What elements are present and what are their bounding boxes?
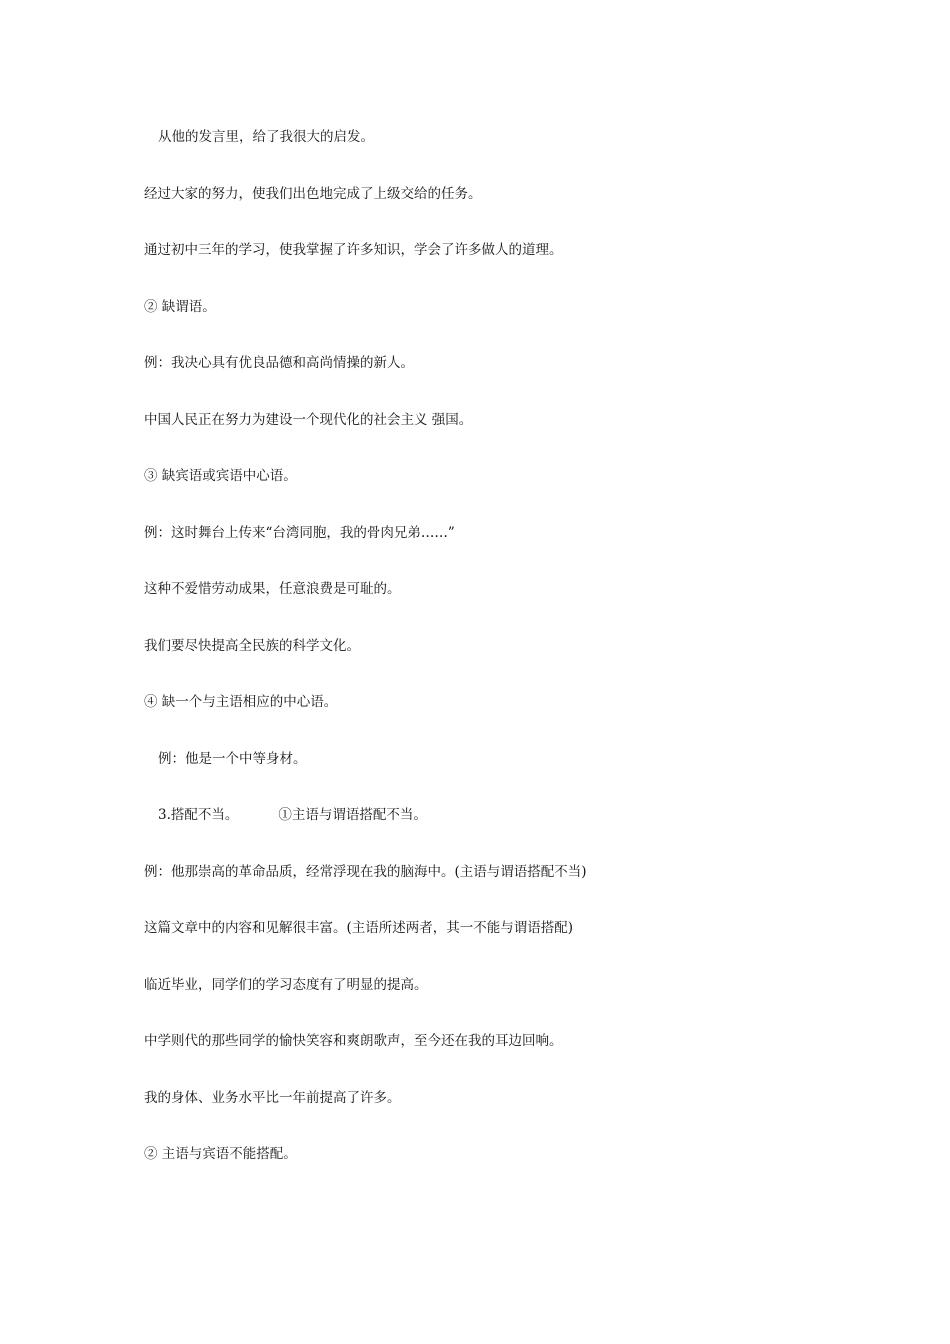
text-line: 这种不爱惜劳动成果，任意浪费是可耻的。: [144, 581, 401, 597]
text-line: 例：这时舞台上传来“台湾同胞，我的骨肉兄弟……”: [144, 525, 455, 541]
text-line: 从他的发言里，给了我很大的启发。: [158, 129, 374, 145]
section-heading: ③ 缺宾语或宾语中心语。: [144, 468, 297, 484]
text-line: 中学则代的那些同学的愉快笑容和爽朗歌声，至今还在我的耳边回响。: [144, 1033, 563, 1049]
text-line: 例：他那崇高的革命品质，经常浮现在我的脑海中。(主语与谓语搭配不当): [144, 864, 587, 880]
text-line: 经过大家的努力，使我们出色地完成了上级交给的任务。: [144, 186, 482, 202]
text-line: 例：他是一个中等身材。: [158, 751, 307, 767]
text-line: 我们要尽快提高全民族的科学文化。: [144, 638, 360, 654]
section-heading: ② 缺谓语。: [144, 299, 216, 315]
section-heading: 3.搭配不当。: [158, 807, 239, 823]
text-line: 中国人民正在努力为建设一个现代化的社会主义 强国。: [144, 412, 473, 428]
section-heading: ④ 缺一个与主语相应的中心语。: [144, 694, 338, 710]
text-line: 临近毕业，同学们的学习态度有了明显的提高。: [144, 977, 428, 993]
section-heading: ② 主语与宾语不能搭配。: [144, 1146, 297, 1162]
text-line: 例：我决心具有优良品德和高尚情操的新人。: [144, 355, 414, 371]
section-heading-row: [158, 806, 427, 824]
text-line: 这篇文章中的内容和见解很丰富。(主语所述两者，其一不能与谓语搭配): [144, 920, 574, 936]
text-line: 我的身体、业务水平比一年前提高了许多。: [144, 1090, 401, 1106]
subsection-heading: ①主语与谓语搭配不当。: [278, 807, 427, 823]
text-line: 通过初中三年的学习，使我掌握了许多知识，学会了许多做人的道理。: [144, 242, 563, 258]
